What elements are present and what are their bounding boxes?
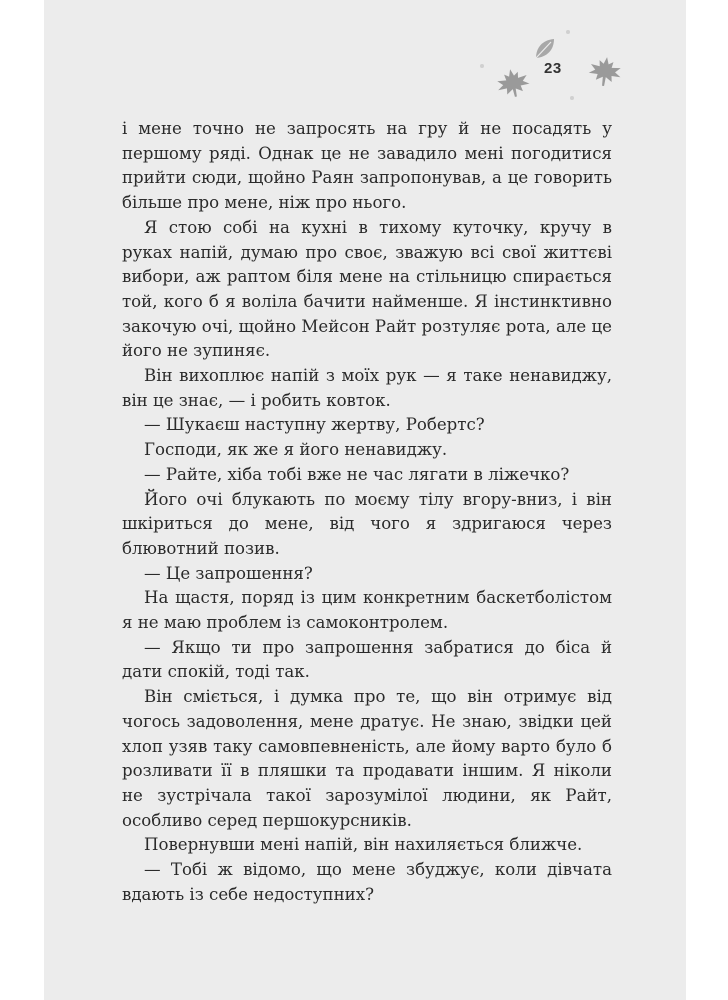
paragraph: і мене точно не запросять на гру й не посадять у першому ряді. Однак це не завадило мені погодитися прийти сюди, щойно Раян запропонував, а це говорить більше про мене, ніж про нього. bbox=[122, 119, 612, 213]
decor-dot bbox=[480, 64, 484, 68]
decor-dot bbox=[566, 30, 570, 34]
paragraph: Він вихоплює напій з моїх рук — я таке ненавиджу, він це знає, — і робить ковток. bbox=[122, 366, 612, 410]
dialogue-line: — Райте, хіба тобі вже не час лягати в ліжечко? bbox=[144, 464, 570, 484]
dialogue-line: — Якщо ти про запрошення забратися до біса й дати спокій, тоді так. bbox=[122, 637, 612, 682]
paragraph: Повернувши мені напій, він нахиляється ближче. bbox=[144, 835, 583, 855]
dialogue-line: — Тобі ж відомо, що мене збуджує, коли дівчата вдають із себе недоступних? bbox=[122, 860, 612, 904]
dialogue-line: — Це запрошення? bbox=[144, 563, 313, 583]
paragraph: Я стою собі на кухні в тихому куточку, кручу в руках напій, думаю про своє, зважую всі свої життєві вибори, аж раптом біля мене на стільницю спирається той, кого б я воліла бачити найменше. Я інстинктивно закочую очі, щойно Мейсон Райт розтуляє рота, але це його не зупиняє. bbox=[122, 217, 612, 361]
decor-dot bbox=[570, 96, 574, 100]
birch-leaf-icon bbox=[532, 36, 558, 62]
body-text bbox=[122, 117, 612, 908]
paragraph: Він сміється, і думка про те, що він отримує від чогось задоволення, мене дратує. Не знаю, звідки цей хлоп узяв таку самовпевненість, але йому варто було б розливати її в пляшки та продавати іншим. Я ніколи не зустрічала такої зарозумілої людини, як Райт, особливо серед першокурсників. bbox=[122, 687, 612, 830]
maple-leaf-icon bbox=[588, 56, 622, 88]
maple-leaf-icon bbox=[496, 68, 530, 98]
page-number: 23 bbox=[544, 60, 562, 77]
page-header bbox=[44, 0, 686, 110]
paragraph: На щастя, поряд із цим конкретним баскетболістом я не маю проблем із самоконтролем. bbox=[122, 588, 612, 633]
paragraph: Його очі блукають по моєму тілу вгору-вниз, і він шкіриться до мене, від чого я здригаюся через блювотний позив. bbox=[122, 489, 612, 558]
dialogue-line: — Шукаєш наступну жертву, Робертс? bbox=[144, 415, 485, 435]
book-page bbox=[44, 0, 686, 1000]
paragraph: Господи, як же я його ненавиджу. bbox=[144, 440, 448, 460]
